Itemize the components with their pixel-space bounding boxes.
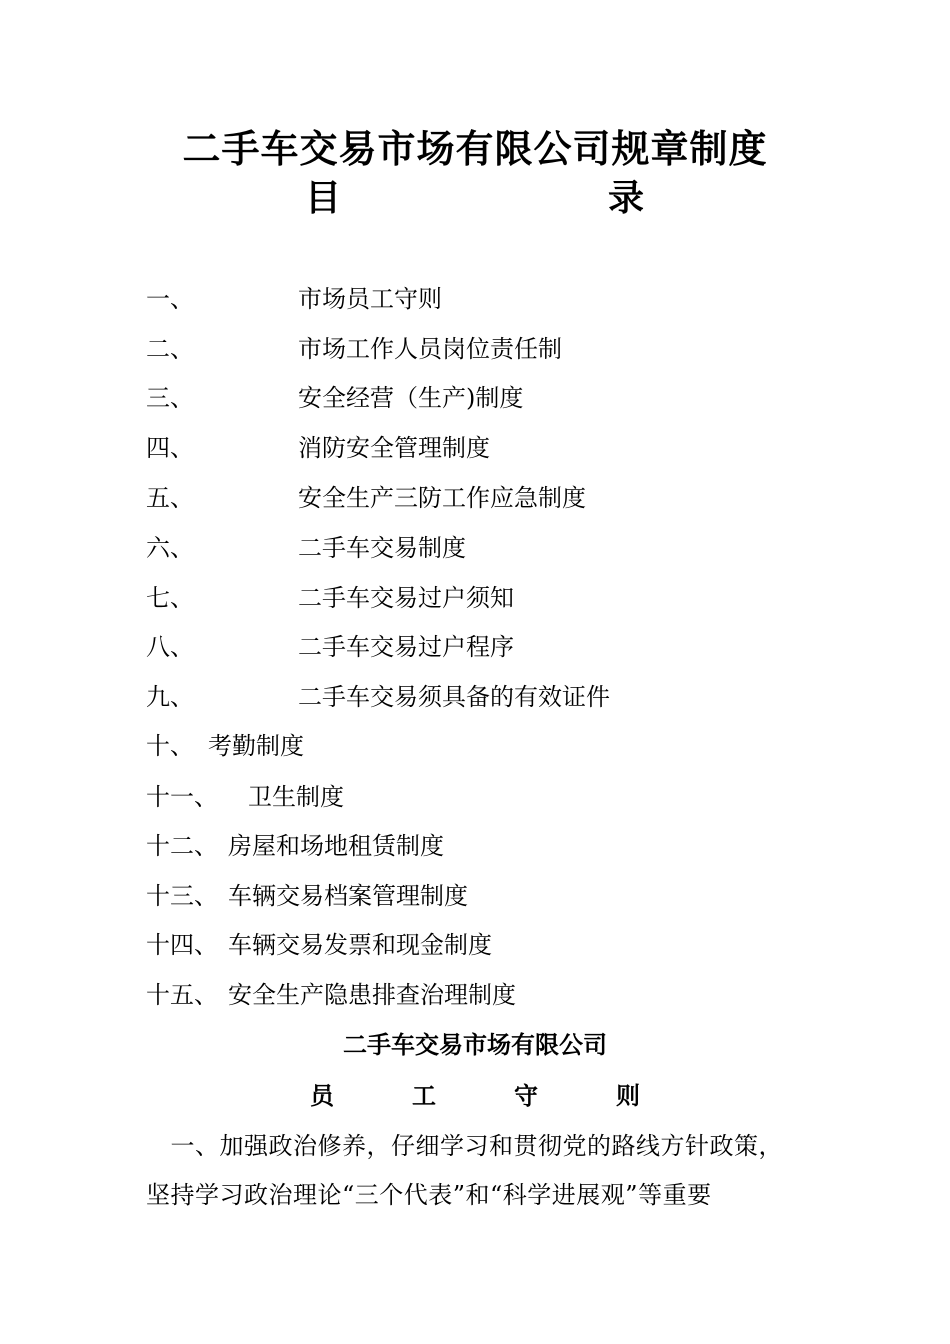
toc-item-label: 考勤制度	[208, 732, 304, 760]
rules-heading-char: 工	[412, 1082, 436, 1110]
toc-item	[0, 428, 950, 468]
toc-item-number: 六、	[146, 534, 194, 562]
toc-item-number: 三、	[146, 384, 194, 412]
toc-item-number: 十、	[146, 732, 194, 760]
rules-heading-char: 则	[616, 1082, 640, 1110]
toc-item-number: 十一、	[146, 783, 218, 811]
toc-item-number: 十五、	[146, 981, 218, 1009]
rules-heading-char: 员	[310, 1082, 334, 1110]
toc-item-label: 消防安全管理制度	[298, 434, 490, 462]
toc-item-number: 一、	[146, 285, 194, 313]
toc-item-number: 二、	[146, 335, 194, 363]
toc-item	[0, 826, 950, 866]
document-title: 二手车交易市场有限公司规章制度	[182, 127, 768, 171]
toc-item-number: 八、	[146, 633, 194, 661]
toc-item-label: 房屋和场地租赁制度	[228, 832, 444, 860]
toc-item	[0, 528, 950, 568]
toc-item	[0, 876, 950, 916]
toc-item-number: 十四、	[146, 931, 218, 959]
toc-item-label: 二手车交易须具备的有效证件	[298, 683, 610, 711]
toc-item	[0, 478, 950, 518]
toc-item	[0, 279, 950, 319]
toc-heading-left: 目	[305, 178, 342, 219]
rules-heading-char: 守	[514, 1082, 538, 1110]
toc-item-number: 四、	[146, 434, 194, 462]
toc-item-number: 五、	[146, 484, 194, 512]
toc-item-label: 安全生产隐患排查治理制度	[228, 981, 516, 1009]
toc-item-number: 九、	[146, 683, 194, 711]
toc-item	[0, 627, 950, 667]
toc-item	[0, 578, 950, 618]
toc-item	[0, 777, 950, 817]
toc-item-label: 二手车交易过户须知	[298, 584, 514, 612]
toc-item-label: 二手车交易过户程序	[298, 633, 514, 661]
company-name-heading: 二手车交易市场有限公司	[343, 1031, 607, 1059]
body-text-line: 一、加强政治修养，仔细学习和贯彻党的路线方针政策，	[146, 1132, 783, 1160]
toc-heading-right: 录	[608, 178, 645, 219]
toc-item-label: 二手车交易制度	[298, 534, 466, 562]
toc-item-label: 车辆交易发票和现金制度	[228, 931, 492, 959]
body-text-line: 坚持学习政治理论“三个代表”和“科学进展观”等重要	[146, 1181, 712, 1209]
toc-item-number: 十二、	[146, 832, 218, 860]
toc-item-label: 市场员工守则	[298, 285, 442, 313]
toc-item	[0, 726, 950, 766]
toc-item-label: 卫生制度	[248, 783, 344, 811]
toc-item-label: 市场工作人员岗位责任制	[298, 335, 562, 363]
toc-item-label: 车辆交易档案管理制度	[228, 882, 468, 910]
toc-item	[0, 925, 950, 965]
toc-item	[0, 975, 950, 1015]
toc-item-label: 安全生产三防工作应急制度	[298, 484, 586, 512]
toc-item	[0, 378, 950, 418]
toc-item	[0, 329, 950, 369]
toc-item-number: 七、	[146, 584, 194, 612]
toc-item	[0, 677, 950, 717]
toc-item-label: 安全经营（生产)制度	[298, 384, 524, 412]
toc-item-number: 十三、	[146, 882, 218, 910]
